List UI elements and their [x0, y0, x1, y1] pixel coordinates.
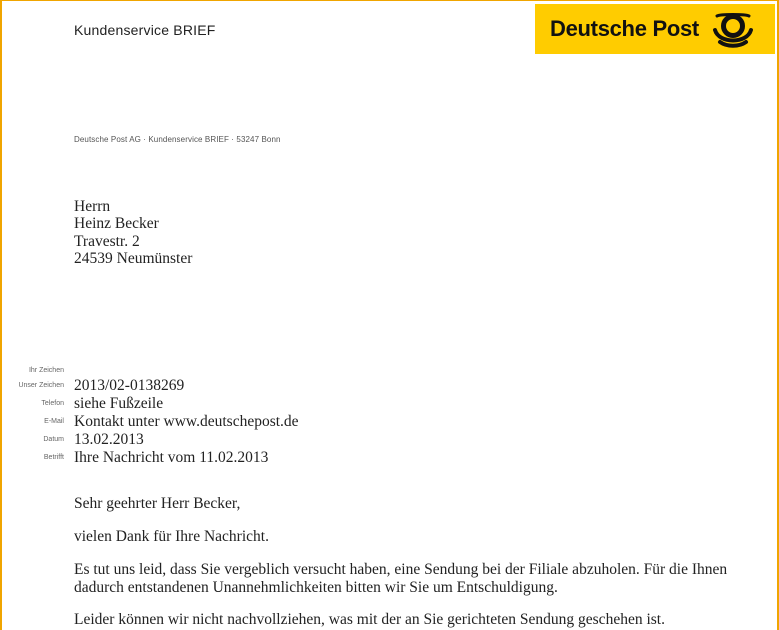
ref-row-telefon	[0, 395, 500, 413]
betrifft-label: Betrifft	[43, 454, 64, 461]
ihr-zeichen-label: Ihr Zeichen	[28, 367, 64, 374]
email-value: Kontakt unter www.deutschepost.de	[74, 413, 299, 430]
department-title: Kundenservice BRIEF	[74, 22, 216, 38]
deutsche-post-logo	[535, 4, 775, 54]
telefon-value: siehe Fußzeile	[74, 395, 164, 412]
unser-zeichen-label: Unser Zeichen	[18, 382, 64, 389]
ref-row-email	[0, 413, 500, 431]
letter-greeting: Sehr geehrter Herr Becker,	[74, 495, 241, 512]
telefon-label: Telefon	[41, 400, 64, 407]
posthorn-icon	[711, 8, 755, 50]
ref-row-datum	[0, 431, 500, 449]
sender-line: Deutsche Post AG · Kundenservice BRIEF · 53247 Bonn	[74, 135, 281, 144]
unser-zeichen-value: 2013/02-0138269	[74, 377, 185, 394]
datum-value: 13.02.2013	[74, 431, 144, 448]
recipient-address	[74, 198, 192, 267]
recipient-street: Travestr. 2	[74, 232, 140, 250]
page-border-left	[0, 0, 2, 630]
ref-row-unser-zeichen	[0, 377, 500, 395]
letter-paragraph-1: vielen Dank für Ihre Nachricht.	[74, 528, 269, 545]
letter-paragraph-3: Leider können wir nicht nachvollziehen, was mit der an Sie gerichteten Sendung geschehen ist.	[74, 611, 665, 628]
recipient-name: Heinz Becker	[74, 215, 159, 233]
logo-wordmark: Deutsche Post	[550, 16, 699, 41]
ref-row-betrifft	[0, 449, 500, 467]
email-label: E-Mail	[44, 418, 64, 425]
letter-paragraph-2: Es tut uns leid, dass Sie vergeblich versucht haben, eine Sendung bei der Filiale abzuholen. Für die Ihnen dadurch entstandenen Unannehmlichkeiten bitten wir Sie um Entschuldigung.	[74, 561, 728, 596]
recipient-salutation: Herrn	[74, 198, 111, 215]
datum-label: Datum	[43, 436, 64, 443]
betrifft-value: Ihre Nachricht vom 11.02.2013	[74, 449, 269, 466]
page-border-top	[0, 0, 779, 1]
recipient-city: 24539 Neumünster	[74, 249, 193, 267]
